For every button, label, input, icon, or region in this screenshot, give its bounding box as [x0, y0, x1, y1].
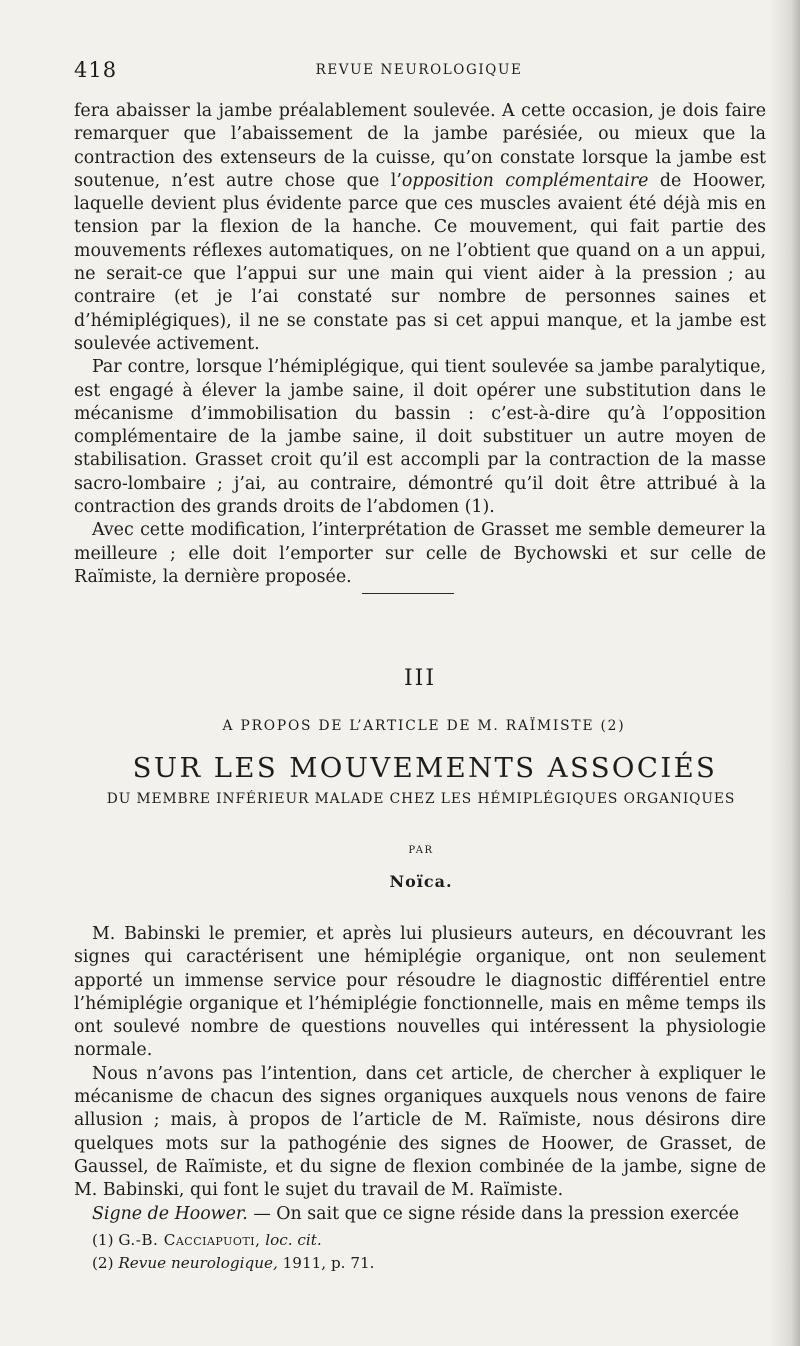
footnote-ref: 1911, p. 71.	[282, 1254, 375, 1272]
continuation-text	[74, 100, 766, 589]
section-separator	[362, 593, 454, 594]
paragraph	[74, 100, 766, 356]
paragraph-text: — On sait que ce signe réside dans la pression exercée	[247, 1203, 739, 1224]
footnotes	[92, 1229, 752, 1275]
paragraph: Nous n’avons pas l’intention, dans cet article, de chercher à expliquer le mécanisme de chacun des signes organiques auxquels nous venons de faire allusion ; mais, à propos de l’article de M. Raïmiste, nous désirons dire quelques mots sur la pathogénie des signes de Hoower, de Grasset, de Gaussel, de Raïmiste, et du signe de flexion combinée de la jambe, signe de M. Babinski, qui font le sujet du travail de M. Raïmiste.	[74, 1063, 766, 1201]
footnote	[92, 1229, 752, 1252]
paragraph	[74, 1203, 766, 1226]
article-title: SUR LES MOUVEMENTS ASSOCIÉS	[132, 752, 718, 784]
footnote-mark: (1)	[92, 1231, 114, 1249]
article-subheading: A PROPOS DE L’ARTICLE DE M. RAÏMISTE (2)	[222, 718, 626, 734]
running-title: REVUE NEUROLOGIQUE	[315, 62, 523, 78]
paragraph: Avec cette modification, l’interprétation de Grasset me semble demeurer la meilleure ; elle doit l’emporter sur celle de Bychowski et sur celle de Raïmiste, la dernière proposée.	[74, 520, 766, 587]
section-run-in-title: Signe de Hoower.	[92, 1203, 248, 1224]
article-subtitle: DU MEMBRE INFÉRIEUR MALADE CHEZ LES HÉMIPLÉGIQUES ORGANIQUES	[106, 791, 736, 807]
article-number: III	[403, 666, 437, 691]
paragraph: Par contre, lorsque l’hémiplégique, qui tient soulevée sa jambe paralytique, est engagé à élever la jambe saine, il doit opérer une substitution dans le mécanisme d’immobilisation du bassin : c’est-à-dire qu’à l’opposition complémentaire de la jambe saine, il doit substituer un autre moyen de stabilisation. Grasset croit qu’il est accompli par la contraction de la masse sacro-lombaire ; j’ai, au contraire, démontré qu’il doit être attribué à la contraction des grands droits de l’abdomen (1).	[74, 357, 766, 518]
footnote	[92, 1252, 752, 1275]
footnote-journal: Revue neurologique,	[118, 1254, 278, 1272]
page-number: 418	[74, 58, 118, 82]
article-author: Noïca.	[389, 872, 453, 891]
footnote-mark: (2)	[92, 1254, 114, 1272]
paragraph: M. Babinski le premier, et après lui plusieurs auteurs, en découvrant les signes qui caractérisent une hémiplégie organique, ont non seulement apporté un immense service pour résoudre le diagnostic différentiel entre l’hémiplégie organique et l’hémiplégie fonctionnelle, mais en même temps ils ont soulevé nombre de questions nouvelles qui intéressent la physiologie normale.	[74, 924, 766, 1061]
footnote-ref: loc. cit.	[265, 1231, 322, 1249]
footnote-author: G.-B. Cacciapuoti,	[118, 1231, 261, 1249]
paragraph-text: de Hoower, laquelle devient plus évidente parce que ces muscles avaient été déjà mis en tension par la flexion de la hanche. Ce mouvement, qui fait partie des mouvements réflexes automatiques, on ne l’obtient que quand on a un appui, ne serait-ce que l’appui sur une main qui vient aider à la pression ; au contraire (et je l’ai constaté sur nombre de personnes saines et d’hémiplégiques), il ne se constate pas si cet appui manque, et la jambe est soulevée activement.	[74, 170, 767, 354]
running-head	[74, 58, 764, 84]
emphasis: opposition complémentaire	[401, 170, 649, 191]
article-body	[74, 923, 766, 1226]
byline-par: PAR	[408, 845, 434, 856]
paragraph-text: fera abaisser la jambe préalablement soulevée. A cette occasion, je dois faire remarquer que l’abaissement de la jambe parésiée, ou mieux que la contraction des extenseurs de la cuisse, qu’on constate lorsque la jambe est soutenue, n’est autre chose que l’	[74, 101, 766, 191]
